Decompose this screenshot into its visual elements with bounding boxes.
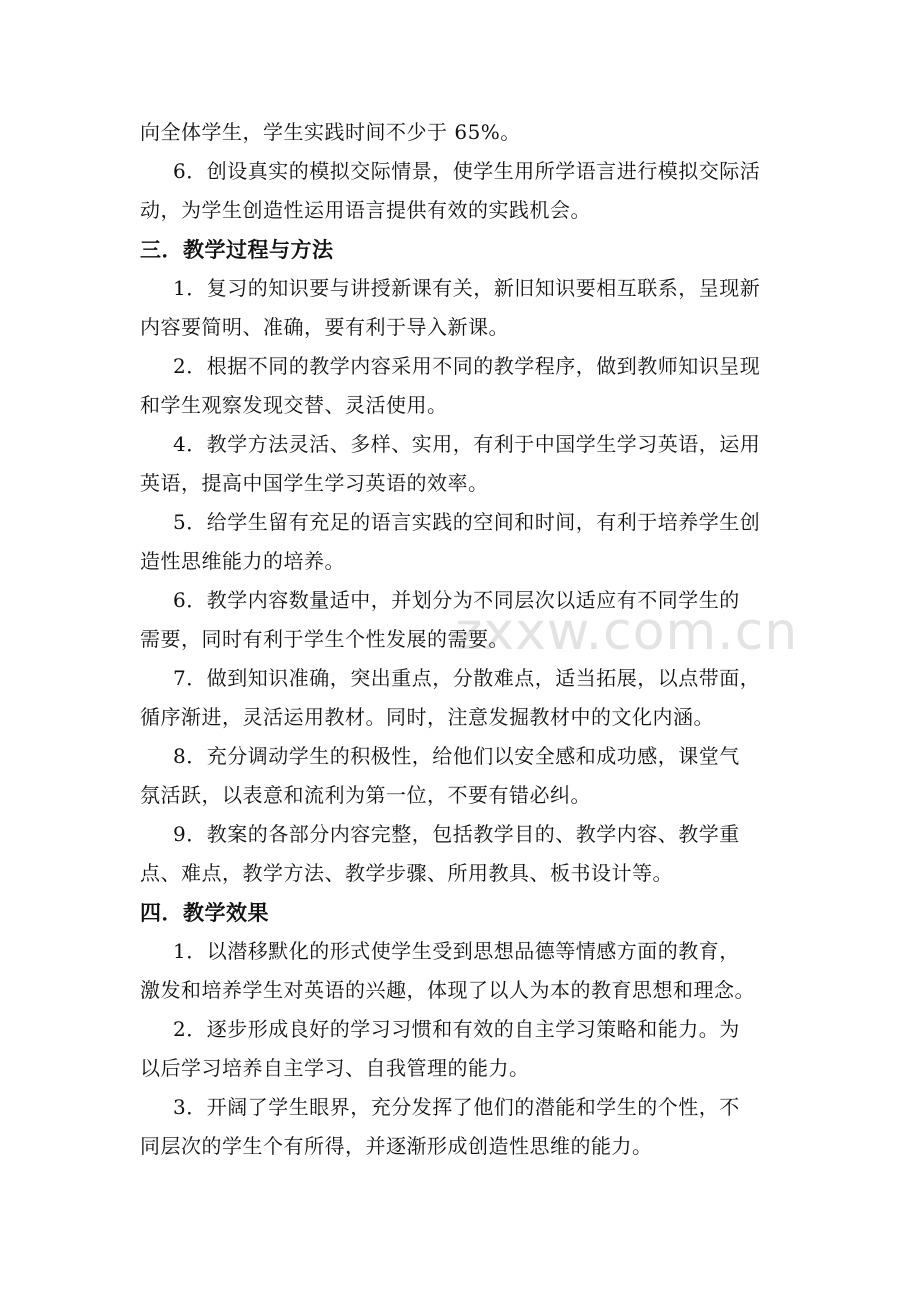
text-line: 3．开阔了学生眼界，充分发挥了他们的潜能和学生的个性，不 — [173, 1095, 740, 1119]
text-line: 内容要简明、准确，要有利于导入新课。 — [140, 315, 509, 339]
watermark: zxxw.com.cn — [455, 602, 799, 662]
text-line: 1．复习的知识要与讲授新课有关，新旧知识要相互联系，呈现新 — [173, 276, 761, 300]
text-line: 7．做到知识准确，突出重点，分散难点，适当拓展，以点带面， — [173, 666, 761, 690]
text-line: 6．创设真实的模拟交际情景，使学生用所学语言进行模拟交际活 — [173, 159, 761, 183]
text-line: 需要，同时有利于学生个性发展的需要。 — [140, 627, 509, 651]
text-line: 同层次的学生个有所得，并逐渐形成创造性思维的能力。 — [140, 1134, 653, 1158]
text-line: 2．根据不同的教学内容采用不同的教学程序，做到教师知识呈现 — [173, 354, 761, 378]
text-line: 5．给学生留有充足的语言实践的空间和时间，有利于培养学生创 — [173, 510, 761, 534]
text-line: 以后学习培养自主学习、自我管理的能力。 — [140, 1056, 530, 1080]
text-line: 点、难点，教学方法、教学步骤、所用教具、板书设计等。 — [140, 861, 673, 885]
section-heading: 四．教学效果 — [140, 900, 269, 925]
document-page — [140, 113, 802, 1166]
text-line: 2．逐步形成良好的学习习惯和有效的自主学习策略和能力。为 — [173, 1017, 740, 1041]
text-line: 氛活跃，以表意和流利为第一位，不要有错必纠。 — [140, 783, 591, 807]
text-line: 英语，提高中国学生学习英语的效率。 — [140, 471, 489, 495]
text-line: 8．充分调动学生的积极性，给他们以安全感和成功感，课堂气 — [173, 744, 740, 768]
text-line: 9．教案的各部分内容完整，包括教学目的、教学内容、教学重 — [173, 822, 740, 846]
text-line: 4．教学方法灵活、多样、实用，有利于中国学生学习英语，运用 — [173, 432, 761, 456]
text-line: 6．教学内容数量适中，并划分为不同层次以适应有不同学生的 — [173, 588, 740, 612]
text-line: 1．以潜移默化的形式使学生受到思想品德等情感方面的教育， — [173, 939, 740, 963]
section-heading: 三．教学过程与方法 — [140, 237, 334, 262]
text-line: 和学生观察发现交替、灵活使用。 — [140, 393, 448, 417]
text-line: 向全体学生，学生实践时间不少于 65%。 — [140, 120, 521, 144]
text-line: 循序渐进，灵活运用教材。同时，注意发掘教材中的文化内涵。 — [140, 705, 714, 729]
text-line: 动，为学生创造性运用语言提供有效的实践机会。 — [140, 198, 591, 222]
text-line: 激发和培养学生对英语的兴趣，体现了以人为本的教育思想和理念。 — [140, 978, 755, 1002]
text-line: 造性思维能力的培养。 — [140, 549, 345, 573]
